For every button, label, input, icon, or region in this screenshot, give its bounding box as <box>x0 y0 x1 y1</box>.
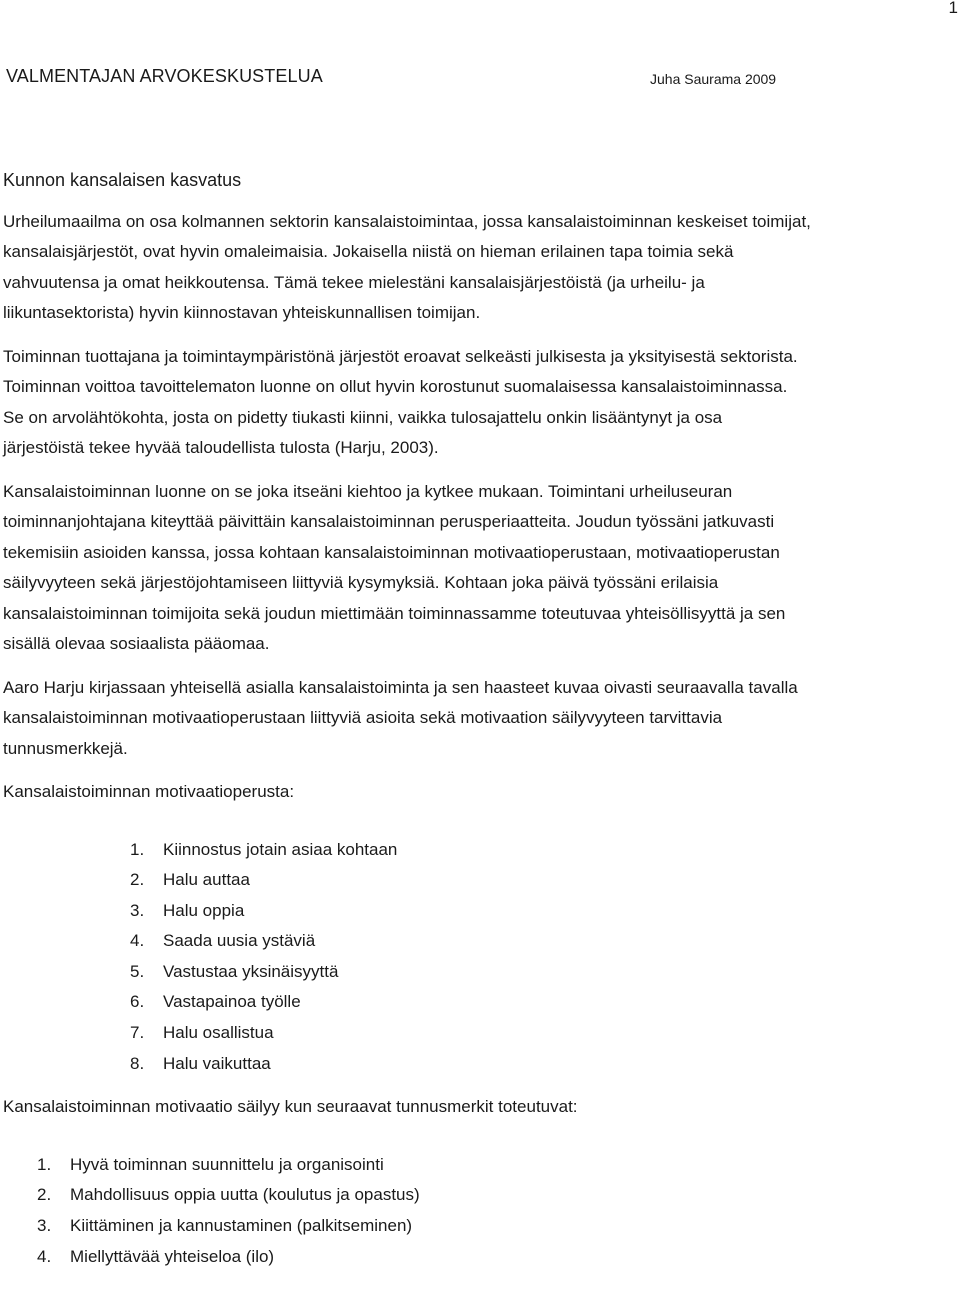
list-item-text: Kiinnostus jotain asiaa kohtaan <box>163 839 398 859</box>
list-item <box>130 896 955 927</box>
list-item-text: Halu vaikuttaa <box>163 1053 271 1073</box>
list-item-text: Vastustaa yksinäisyyttä <box>163 961 339 981</box>
list-item-number: 2. <box>37 1185 52 1205</box>
list-item-number: 1. <box>37 1154 52 1174</box>
paragraph-line: sisällä olevaa sosiaalista pääomaa. <box>3 634 270 653</box>
list-item-text: Miellyttävää yhteiseloa (ilo) <box>70 1246 275 1266</box>
list-item <box>130 957 955 988</box>
paragraph-2 <box>3 342 955 464</box>
list-item-number: 5. <box>130 961 145 981</box>
paragraph-line: tekemisiin asioiden kanssa, jossa kohtaan kansalaistoiminnan motivaatioperustaan, motivaatioperustan <box>3 542 780 562</box>
list-item-text: Hyvä toiminnan suunnittelu ja organisointi <box>70 1154 384 1174</box>
list-item-number: 6. <box>130 992 145 1012</box>
section-heading: Kunnon kansalaisen kasvatus <box>3 170 242 190</box>
list-item-number: 4. <box>37 1246 52 1266</box>
paragraph-line: järjestöistä tekee hyvää taloudellista tulosta (Harju, 2003). <box>3 438 439 457</box>
retention-list <box>3 1150 955 1272</box>
paragraph-line: Aaro Harju kirjassaan yhteisellä asialla kansalaistoiminta ja sen haasteet kuvaa oivasti seuraavalla tavalla <box>3 677 798 697</box>
paragraph-line: Toiminnan voittoa tavoittelematon luonne on ollut hyvin korostunut suomalaisessa kansalaistoiminnassa. <box>3 377 788 396</box>
list-item-number: 3. <box>130 900 145 920</box>
list-item-number: 1. <box>130 839 145 859</box>
paragraph-line: Se on arvolähtökohta, josta on pidetty tiukasti kiinni, vaikka tulosajattelu onkin lisääntynyt ja osa <box>3 407 723 427</box>
list-item-number: 4. <box>130 931 145 951</box>
list-item-number: 7. <box>130 1023 145 1043</box>
paragraph-line: liikuntasektorista) hyvin kiinnostavan yhteiskunnallisen toimijan. <box>3 303 481 322</box>
paragraph-line: tunnusmerkkejä. <box>3 738 128 758</box>
document-author: Juha Saurama 2009 <box>650 71 777 87</box>
paragraph-line: kansalaistoiminnan toimijoita sekä joudun miettimään toiminnassamme toteutuvaa yhteisöllisyyttä ja sen <box>3 603 786 623</box>
list-item-text: Vastapainoa työlle <box>163 992 301 1012</box>
list-item <box>130 987 955 1018</box>
list-item <box>130 1018 955 1049</box>
list-item-text: Mahdollisuus oppia uutta (koulutus ja opastus) <box>70 1185 420 1205</box>
list-item-text: Halu osallistua <box>163 1023 274 1043</box>
paragraph-line: kansalaisjärjestöt, ovat hyvin omaleimaisia. Jokaisella niistä on hieman erilainen tapa toimia sekä <box>3 242 734 261</box>
list-item-text: Saada uusia ystäviä <box>163 931 316 951</box>
list-item <box>37 1150 955 1181</box>
paragraph-4 <box>3 673 955 765</box>
motivation-list-heading: Kansalaistoiminnan motivaatioperusta: <box>3 782 295 801</box>
paragraph-line: vahvuutensa ja omat heikkoutensa. Tämä tekee mielestäni kansalaisjärjestöistä (ja urheilu- ja <box>3 272 705 292</box>
paragraph-line: säilyvyyteen sekä järjestöjohtamiseen liittyviä kysymyksiä. Kohtaan joka päivä työssäni erilaisia <box>3 573 719 592</box>
paragraph-line: Urheilumaailma on osa kolmannen sektorin kansalaistoimintaa, jossa kansalaistoiminnan keskeiset toimijat, <box>3 211 811 231</box>
list-item <box>130 865 955 896</box>
list-item-number: 2. <box>130 870 145 890</box>
list-item <box>130 926 955 957</box>
list-item <box>37 1211 955 1242</box>
list-item <box>130 835 955 866</box>
retention-list-heading: Kansalaistoiminnan motivaatio säilyy kun seuraavat tunnusmerkit toteutuvat: <box>3 1097 578 1117</box>
paragraph-1 <box>3 207 955 329</box>
page-number: 1 <box>948 0 958 17</box>
list-item-number: 3. <box>37 1215 52 1235</box>
paragraph-line: toiminnanjohtajana kiteyttää päivittäin kansalaistoiminnan perusperiaatteita. Joudun työssäni jatkuvasti <box>3 512 775 531</box>
list-item <box>37 1180 955 1211</box>
paragraph-line: Toiminnan tuottajana ja toimintaympäristönä järjestöt eroavat selkeästi julkisesta ja yksityisestä sektorista. <box>3 346 798 366</box>
paragraph-line: kansalaistoiminnan motivaatioperustaan liittyviä asioita sekä motivaation säilyvyyteen tarvittavia <box>3 708 723 727</box>
list-item <box>130 1049 955 1080</box>
list-item <box>37 1242 955 1273</box>
document-title: VALMENTAJAN ARVOKESKUSTELUA <box>6 66 323 86</box>
list-item-number: 8. <box>130 1053 145 1073</box>
paragraph-line: Kansalaistoiminnan luonne on se joka itseäni kiehtoo ja kytkee mukaan. Toimintani urheiluseuran <box>3 481 733 501</box>
motivation-list <box>3 835 955 1080</box>
paragraph-3 <box>3 477 955 660</box>
list-item-text: Kiittäminen ja kannustaminen (palkitseminen) <box>70 1215 413 1235</box>
list-item-text: Halu auttaa <box>163 870 250 890</box>
document-body <box>3 165 955 1272</box>
list-item-text: Halu oppia <box>163 900 245 920</box>
